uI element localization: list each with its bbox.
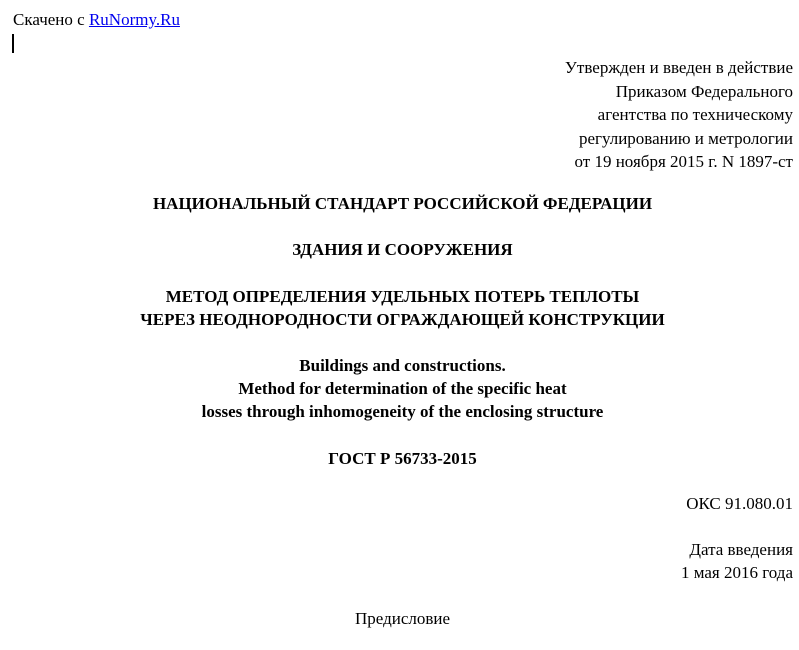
- buildings-heading: [0, 238, 799, 261]
- method-title-line: МЕТОД ОПРЕДЕЛЕНИЯ УДЕЛЬНЫХ ПОТЕРЬ ТЕПЛОТЫ: [165, 287, 640, 306]
- approval-line: Утвержден и введен в действие: [564, 58, 793, 77]
- gost-number: ГОСТ Р 56733-2015: [328, 449, 477, 468]
- approval-line: от 19 ноября 2015 г. N 1897-ст: [574, 152, 793, 171]
- national-standard-text: НАЦИОНАЛЬНЫЙ СТАНДАРТ РОССИЙСКОЙ ФЕДЕРАЦИИ: [152, 194, 653, 213]
- source-prefix: Скачено с: [13, 10, 85, 29]
- runormy-link[interactable]: RuNormy.Ru: [88, 10, 180, 29]
- oks-code: ОКС 91.080.01: [686, 494, 793, 513]
- approval-line: Приказом Федерального: [615, 81, 793, 101]
- source-line: [13, 9, 180, 31]
- english-title-line: losses through inhomogeneity of the enclosing structure: [201, 402, 604, 421]
- buildings-text: ЗДАНИЯ И СООРУЖЕНИЯ: [292, 240, 513, 259]
- approval-line: агентства по техническому: [597, 105, 793, 124]
- english-title-line: Method for determination of the specific heat: [238, 379, 567, 398]
- introduction-date-block: [681, 538, 793, 584]
- introduction-label: Дата введения: [689, 540, 793, 559]
- approval-line: регулированию и метрологии: [578, 128, 793, 148]
- oks-classification: [686, 492, 793, 515]
- english-title-line: Buildings and constructions.: [299, 356, 506, 375]
- introduction-date: 1 мая 2016 года: [680, 563, 793, 582]
- national-standard-heading: [0, 192, 799, 215]
- text-cursor: [12, 34, 14, 53]
- preface-heading: [0, 607, 799, 630]
- gost-designation: [0, 447, 799, 470]
- preface-text: Предисловие: [354, 609, 451, 628]
- method-title-line: ЧЕРЕЗ НЕОДНОРОДНОСТИ ОГРАЖДАЮЩЕЙ КОНСТРУКЦИИ: [140, 310, 665, 329]
- approval-block: [565, 56, 793, 174]
- english-title: [0, 354, 799, 423]
- method-title: [0, 285, 799, 331]
